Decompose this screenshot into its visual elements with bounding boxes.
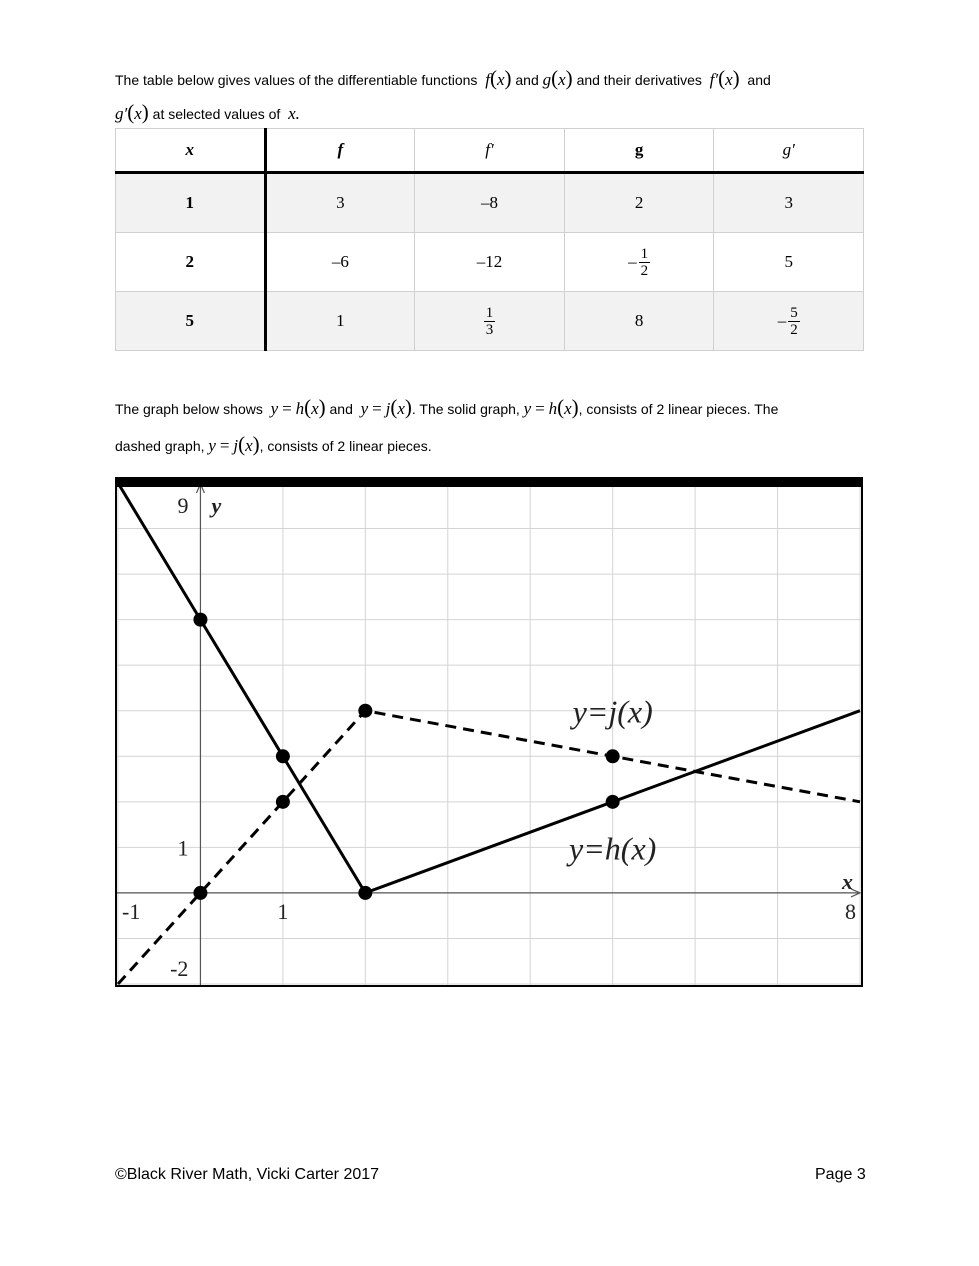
point-h xyxy=(358,886,372,900)
x-tick-label: -1 xyxy=(122,898,141,924)
eq-y: y xyxy=(270,399,279,418)
cell-g-sign: – xyxy=(628,252,637,271)
cell-g: 8 xyxy=(564,292,714,351)
point-j xyxy=(193,886,207,900)
graph-and: and xyxy=(329,401,353,417)
values-table xyxy=(115,128,864,351)
graph-text-4: dashed graph, xyxy=(115,438,205,454)
eq-sign: = xyxy=(372,399,382,418)
table-row xyxy=(116,173,864,233)
table-row xyxy=(116,233,864,292)
eq-x: x xyxy=(564,399,572,418)
table-row xyxy=(116,292,864,351)
point-h xyxy=(193,613,207,627)
y-tick-label: -2 xyxy=(170,956,189,981)
intro-xdot: x. xyxy=(288,104,300,123)
eq-y: y xyxy=(208,436,216,455)
intro-x4: x xyxy=(134,104,142,123)
function-graph xyxy=(115,477,863,987)
cell-g xyxy=(564,233,714,292)
intro-and-2: and xyxy=(747,72,771,88)
intro-x3: x xyxy=(725,70,733,89)
cell-f: –6 xyxy=(265,233,415,292)
intro-fprime: f′ xyxy=(709,70,719,89)
cell-gprime-sign: – xyxy=(777,311,787,330)
graph-text-3: , consists of 2 linear pieces. The xyxy=(578,401,779,417)
cell-fprime: –12 xyxy=(415,233,565,292)
point-j xyxy=(358,704,372,718)
cell-g-fraction xyxy=(639,246,651,279)
intro-gprime: g′ xyxy=(115,104,128,123)
eq-y: y xyxy=(360,399,369,418)
eq-h: h xyxy=(295,399,305,418)
cell-x: 1 xyxy=(116,173,266,233)
point-j xyxy=(276,795,290,809)
eq-j: j xyxy=(233,436,239,455)
cell-fprime: –8 xyxy=(415,173,565,233)
header-x: x xyxy=(116,129,266,173)
graph-description: The graph below shows y = h(x) and y = j(x). The solid graph, y = h(x), consists of 2 linear pieces. The dashed graph, y = j(x), consists of 2 linear pieces. xyxy=(115,395,779,456)
eq-x: x xyxy=(397,399,405,418)
x-tick-label: 8 xyxy=(845,898,856,924)
fraction-denominator: 2 xyxy=(790,321,798,338)
intro-text-1: The table below gives values of the differentiable functions xyxy=(115,72,478,88)
header-fprime: f′ xyxy=(415,129,565,173)
eq-sign: = xyxy=(282,399,292,418)
footer-page-number: Page 3 xyxy=(815,1166,866,1183)
y-axis-label: y xyxy=(211,493,222,518)
x-tick-label: 1 xyxy=(277,898,289,924)
x-axis-label: x xyxy=(842,868,853,894)
cell-f: 3 xyxy=(265,173,415,233)
cell-gprime: 3 xyxy=(714,173,864,233)
graph-text-5: , consists of 2 linear pieces. xyxy=(259,438,432,454)
fraction-numerator: 1 xyxy=(485,304,494,321)
point-h xyxy=(276,749,290,763)
cell-gprime xyxy=(714,292,864,351)
fraction-numerator: 5 xyxy=(790,304,798,321)
cell-fprime-fraction xyxy=(484,305,496,338)
intro-paragraph: The table below gives values of the differentiable functions f(x) and g(x) and their derivatives f′(x) and g′(x) at selected values of x. xyxy=(115,66,771,124)
eq-j: j xyxy=(385,399,391,418)
annotation-j: y=j(x) xyxy=(572,693,653,730)
y-tick-label: 9 xyxy=(177,493,189,518)
intro-f: f xyxy=(485,70,490,89)
eq-y: y xyxy=(523,399,532,418)
cell-x: 2 xyxy=(116,233,266,292)
header-g: g xyxy=(564,129,714,173)
cell-fprime xyxy=(415,292,565,351)
cell-x: 5 xyxy=(116,292,266,351)
intro-and-1: and xyxy=(515,72,539,88)
fraction-denominator: 2 xyxy=(640,262,649,279)
eq-x: x xyxy=(311,399,319,418)
intro-text-3: at selected values of xyxy=(152,106,281,122)
intro-text-2: and their derivatives xyxy=(576,72,702,88)
eq-h: h xyxy=(548,399,558,418)
footer-copyright: ©Black River Math, Vicki Carter 2017 xyxy=(115,1166,380,1183)
intro-x2: x xyxy=(558,70,566,89)
cell-gprime-fraction xyxy=(788,305,800,338)
eq-sign: = xyxy=(535,399,545,418)
eq-sign: = xyxy=(219,436,230,455)
plot-frame-top-bar xyxy=(115,477,863,487)
point-h xyxy=(606,795,620,809)
cell-f: 1 xyxy=(265,292,415,351)
cell-g: 2 xyxy=(564,173,714,233)
fraction-numerator: 1 xyxy=(640,245,649,262)
header-gprime: g′ xyxy=(714,129,864,173)
intro-g: g xyxy=(542,70,552,89)
intro-x1: x xyxy=(496,70,505,89)
header-f: f xyxy=(265,129,415,173)
y-tick-label: 1 xyxy=(177,835,189,861)
point-j xyxy=(606,749,620,763)
eq-x: x xyxy=(245,436,253,455)
graph-text-2: . The solid graph, xyxy=(411,401,520,417)
annotation-h: y=h(x) xyxy=(569,830,657,867)
fraction-denominator: 3 xyxy=(485,321,494,338)
cell-gprime: 5 xyxy=(714,233,864,292)
graph-text-1: The graph below shows xyxy=(115,401,263,417)
table-header-row xyxy=(116,129,864,173)
